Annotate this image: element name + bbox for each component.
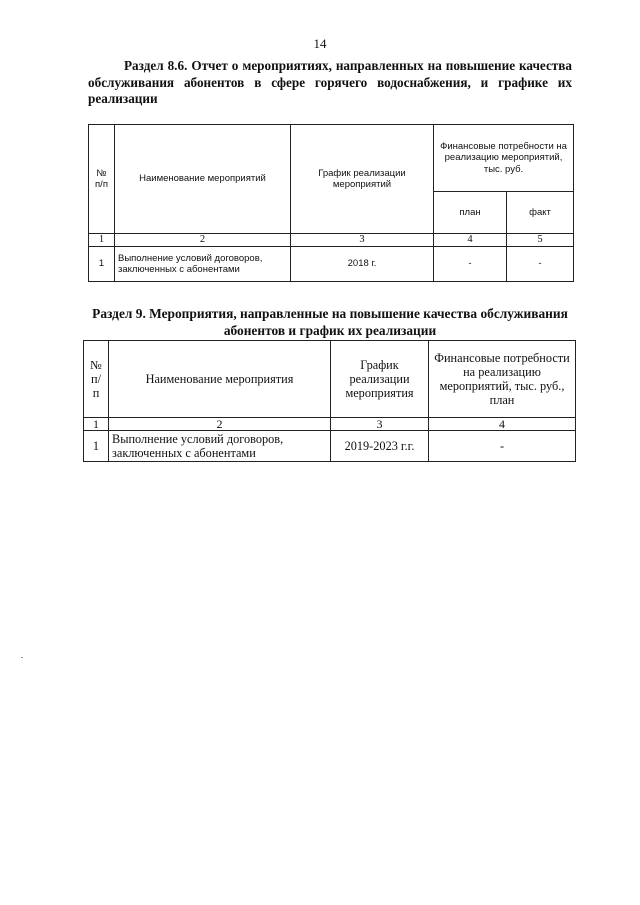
row-schedule: 2018 г. bbox=[291, 247, 434, 282]
row-num: 1 bbox=[89, 247, 115, 282]
row-num: 1 bbox=[84, 431, 109, 462]
row-name: Выполнение условий договоров, заключенных с абонентами bbox=[115, 247, 291, 282]
row-fact: - bbox=[507, 247, 574, 282]
header-finance: Финансовые потребности на реализацию мероприятий, тыс. руб., план bbox=[429, 341, 576, 418]
page-number: 14 bbox=[313, 36, 327, 51]
col-number: 1 bbox=[84, 418, 109, 431]
col-number: 3 bbox=[291, 234, 434, 247]
column-number-row bbox=[84, 418, 576, 431]
table-row bbox=[89, 247, 574, 282]
column-number-row bbox=[89, 234, 574, 247]
header-plan: план bbox=[434, 192, 507, 234]
header-name: Наименование мероприятий bbox=[115, 125, 291, 234]
header-name: Наименование мероприятия bbox=[109, 341, 331, 418]
table-row bbox=[84, 431, 576, 462]
header-schedule: График реализации мероприятий bbox=[291, 125, 434, 234]
col-number: 5 bbox=[507, 234, 574, 247]
header-finance: Финансовые потребности на реализацию мероприятий, тыс. руб. bbox=[434, 125, 574, 192]
col-number: 4 bbox=[434, 234, 507, 247]
row-name: Выполнение условий договоров, заключенных с абонентами bbox=[109, 431, 331, 462]
scan-speck bbox=[21, 657, 23, 658]
row-schedule: 2019-2023 г.г. bbox=[331, 431, 429, 462]
section-9-title: Раздел 9. Мероприятия, направленные на повышение качества обслуживания абонентов и график их реализации bbox=[92, 306, 568, 338]
header-num: № п/ п bbox=[84, 341, 109, 418]
col-number: 2 bbox=[115, 234, 291, 247]
header-fact: факт bbox=[507, 192, 574, 234]
section-8-6-table bbox=[88, 124, 574, 282]
table-header-row bbox=[89, 125, 574, 192]
col-number: 1 bbox=[89, 234, 115, 247]
section-8-6-title: Раздел 8.6. Отчет о мероприятиях, направленных на повышение качества обслуживания абонентов в сфере горячего водоснабжения, и графике их реализации bbox=[88, 58, 572, 106]
row-plan: - bbox=[434, 247, 507, 282]
row-finance: - bbox=[429, 431, 576, 462]
table-header-row bbox=[84, 341, 576, 418]
section-9-table bbox=[83, 340, 576, 462]
col-number: 3 bbox=[331, 418, 429, 431]
col-number: 2 bbox=[109, 418, 331, 431]
header-schedule: График реализации мероприятия bbox=[331, 341, 429, 418]
header-num: № п/п bbox=[89, 125, 115, 234]
col-number: 4 bbox=[429, 418, 576, 431]
